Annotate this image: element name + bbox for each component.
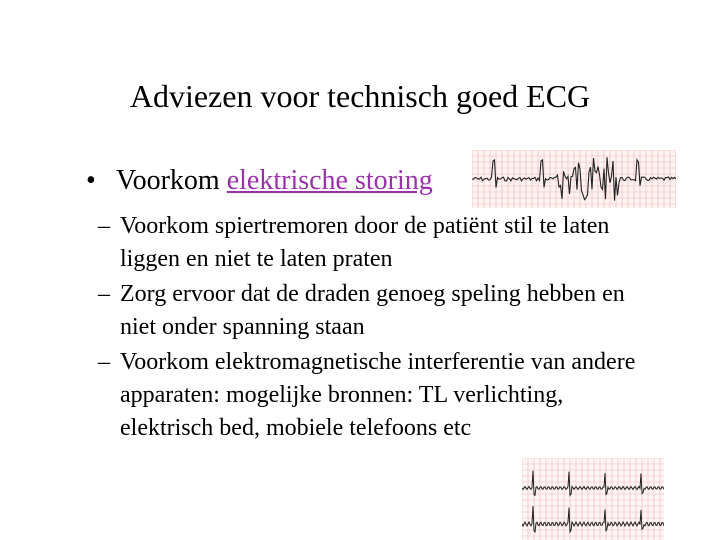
sub-bullet-text: Voorkom spiertremoren door de patiënt stil te laten liggen en niet te laten praten: [120, 213, 610, 272]
sub-bullet-text: Voorkom elektromagnetische interferentie van andere apparaten: mogelijke bronnen: TL verlichting, elektrisch bed, mobiele telefoons etc: [120, 349, 636, 441]
sub-bullet-1: [98, 210, 658, 276]
sub-bullet-text: Zorg ervoor dat de draden genoeg speling hebben en niet onder spanning staan: [120, 281, 625, 340]
sub-bullet-marker: –: [98, 281, 110, 307]
sub-bullet-2: [98, 278, 658, 344]
sub-bullet-3: [98, 346, 658, 445]
main-bullet: [86, 163, 433, 199]
elektrische-storing-link[interactable]: elektrische storing: [226, 165, 433, 196]
ecg-interference-image: [522, 458, 664, 540]
sub-bullet-marker: –: [98, 349, 110, 375]
sub-bullet-list: [98, 210, 658, 447]
ecg-noise-image: [472, 150, 676, 208]
bullet-text: Voorkom: [116, 165, 227, 196]
sub-bullet-marker: –: [98, 213, 110, 239]
bullet-marker: •: [86, 165, 96, 196]
slide-title: Adviezen voor technisch goed ECG: [129, 78, 591, 114]
